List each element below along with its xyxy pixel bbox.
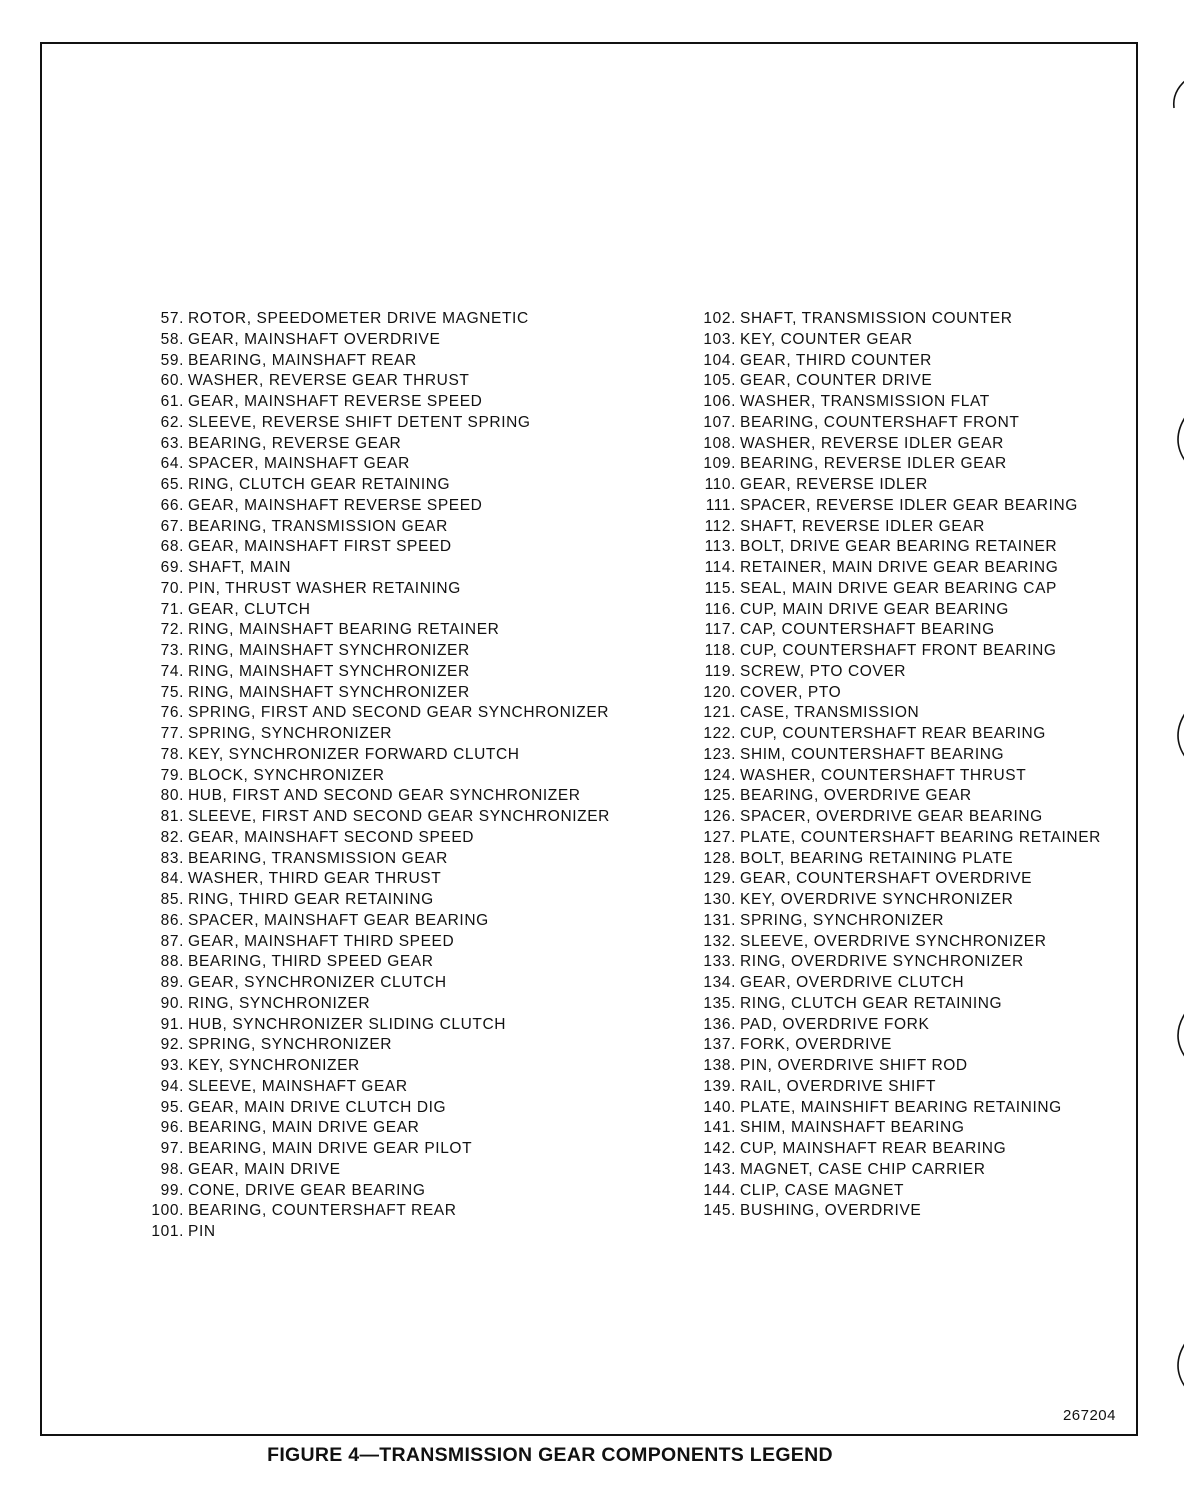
legend-item xyxy=(138,724,610,745)
legend-item-number: 62. xyxy=(160,413,184,431)
legend-item xyxy=(138,973,610,994)
legend-item-label: BEARING, TRANSMISSION GEAR xyxy=(188,849,448,867)
legend-item-number: 88. xyxy=(160,953,184,971)
legend-item-label: RING, CLUTCH GEAR RETAINING xyxy=(188,476,451,493)
legend-item xyxy=(690,454,1101,475)
legend-item-label: KEY, COUNTER GEAR xyxy=(740,330,913,348)
legend-item-number: 75. xyxy=(160,683,184,701)
legend-item xyxy=(138,828,610,849)
legend-item xyxy=(690,932,1101,953)
legend-item xyxy=(690,496,1101,517)
legend-item xyxy=(690,890,1101,911)
legend-item-label: GEAR, COUNTERSHAFT OVERDRIVE xyxy=(740,870,1033,888)
legend-item xyxy=(690,1098,1101,1119)
legend-item xyxy=(690,1035,1101,1056)
legend-item-number: 97. xyxy=(160,1140,184,1157)
legend-item-label: SHAFT, TRANSMISSION COUNTER xyxy=(740,310,1013,327)
legend-item-label: WASHER, TRANSMISSION FLAT xyxy=(740,393,990,410)
legend-item-label: BEARING, TRANSMISSION GEAR xyxy=(188,517,448,535)
legend-item xyxy=(690,786,1101,807)
legend-item-number: 59. xyxy=(160,351,184,369)
legend-item-label: GEAR, CLUTCH xyxy=(188,600,311,618)
legend-item-number: 132. xyxy=(703,932,736,950)
legend-item-label: SEAL, MAIN DRIVE GEAR BEARING CAP xyxy=(740,579,1057,597)
legend-item-number: 81. xyxy=(160,808,184,825)
legend-item-label: SLEEVE, FIRST AND SECOND GEAR SYNCHRONIZER xyxy=(188,808,610,825)
legend-item-number: 144. xyxy=(703,1181,736,1199)
legend-item xyxy=(690,828,1101,849)
legend-item xyxy=(690,434,1101,455)
legend-item xyxy=(138,1056,610,1077)
legend-item xyxy=(690,641,1101,662)
binder-hole-mark xyxy=(1168,708,1184,766)
legend-item-label: RING, MAINSHAFT SYNCHRONIZER xyxy=(188,662,470,680)
legend-item-label: GEAR, SYNCHRONIZER CLUTCH xyxy=(188,974,447,991)
legend-item xyxy=(138,475,610,496)
legend-item xyxy=(690,849,1101,870)
legend-item-number: 107. xyxy=(703,413,736,431)
legend-item-number: 82. xyxy=(160,828,184,846)
legend-item-label: GEAR, MAINSHAFT THIRD SPEED xyxy=(188,932,455,950)
legend-item xyxy=(690,869,1101,890)
legend-item xyxy=(690,911,1101,932)
legend-item xyxy=(138,454,610,475)
legend-item-label: CONE, DRIVE GEAR BEARING xyxy=(188,1181,426,1199)
legend-item-number: 83. xyxy=(160,849,184,867)
legend-item-number: 77. xyxy=(160,725,184,742)
legend-item-number: 113. xyxy=(704,538,736,556)
legend-item xyxy=(138,869,610,890)
legend-item xyxy=(138,1035,610,1056)
legend-item xyxy=(138,911,610,932)
legend-item xyxy=(138,1222,610,1243)
legend-item-number: 119. xyxy=(704,662,736,680)
legend-item-label: SPRING, SYNCHRONIZER xyxy=(188,725,393,742)
legend-item xyxy=(690,1077,1101,1098)
legend-item-label: BEARING, MAIN DRIVE GEAR xyxy=(188,1119,420,1137)
legend-item-number: 57. xyxy=(160,310,184,327)
legend-item-label: PIN, THRUST WASHER RETAINING xyxy=(188,579,461,597)
legend-item xyxy=(138,579,610,600)
legend-item xyxy=(690,517,1101,538)
legend-item-label: BEARING, REVERSE GEAR xyxy=(188,434,402,452)
legend-item-label: RING, OVERDRIVE SYNCHRONIZER xyxy=(740,953,1024,971)
legend-item xyxy=(690,703,1101,724)
legend-item-label: SPRING, SYNCHRONIZER xyxy=(188,1036,393,1054)
legend-item-label: BEARING, COUNTERSHAFT REAR xyxy=(188,1202,457,1220)
legend-item xyxy=(690,413,1101,434)
legend-item xyxy=(690,745,1101,766)
legend-item-number: 70. xyxy=(160,579,184,597)
legend-item-label: CUP, COUNTERSHAFT REAR BEARING xyxy=(740,725,1046,742)
legend-item-number: 89. xyxy=(160,974,184,991)
legend-item xyxy=(690,1015,1101,1036)
legend-item xyxy=(138,1077,610,1098)
legend-item-number: 58. xyxy=(160,330,184,348)
legend-item xyxy=(138,849,610,870)
legend-item xyxy=(138,558,610,579)
legend-item-label: WASHER, REVERSE GEAR THRUST xyxy=(188,372,470,390)
legend-item-label: CLIP, CASE MAGNET xyxy=(740,1181,905,1199)
legend-item xyxy=(138,1181,610,1202)
legend-item-number: 87. xyxy=(160,932,184,950)
legend-item-label: CASE, TRANSMISSION xyxy=(740,704,920,722)
legend-item-number: 105. xyxy=(703,372,736,390)
legend-item-number: 111. xyxy=(705,496,736,514)
legend-item-number: 84. xyxy=(160,870,184,888)
legend-item xyxy=(690,309,1101,330)
legend-item-label: CUP, COUNTERSHAFT FRONT BEARING xyxy=(740,642,1057,659)
legend-item-label: CAP, COUNTERSHAFT BEARING xyxy=(740,621,995,639)
binder-hole-mark xyxy=(1168,1008,1184,1066)
legend-item-label: SPACER, MAINSHAFT GEAR xyxy=(188,455,410,473)
legend-item-label: GEAR, MAINSHAFT FIRST SPEED xyxy=(188,538,452,556)
legend-item-number: 133. xyxy=(703,953,736,971)
legend-item xyxy=(138,890,610,911)
legend-item-label: GEAR, REVERSE IDLER xyxy=(740,476,928,493)
figure-caption: FIGURE 4—TRANSMISSION GEAR COMPONENTS LEGEND xyxy=(267,1444,833,1466)
legend-item xyxy=(138,766,610,787)
legend-item-label: SPACER, MAINSHAFT GEAR BEARING xyxy=(188,911,489,929)
legend-item-label: SLEEVE, REVERSE SHIFT DETENT SPRING xyxy=(188,413,531,431)
legend-item-label: HUB, FIRST AND SECOND GEAR SYNCHRONIZER xyxy=(188,787,581,805)
legend-item-label: SHAFT, MAIN xyxy=(188,559,292,576)
legend-item-label: ROTOR, SPEEDOMETER DRIVE MAGNETIC xyxy=(188,310,529,327)
legend-item-label: SPACER, REVERSE IDLER GEAR BEARING xyxy=(740,496,1078,514)
legend-item-number: 114. xyxy=(704,559,736,576)
legend-item-label: KEY, OVERDRIVE SYNCHRONIZER xyxy=(740,891,1014,908)
legend-item-label: BLOCK, SYNCHRONIZER xyxy=(188,766,385,784)
legend-item-label: GEAR, MAINSHAFT REVERSE SPEED xyxy=(188,393,483,410)
legend-item-number: 120. xyxy=(703,683,736,701)
legend-item-number: 78. xyxy=(160,745,184,763)
legend-item-number: 128. xyxy=(703,849,736,867)
legend-item-label: CUP, MAINSHAFT REAR BEARING xyxy=(740,1140,1007,1157)
legend-item-label: GEAR, MAIN DRIVE CLUTCH DIG xyxy=(188,1098,447,1116)
legend-item-label: KEY, SYNCHRONIZER xyxy=(188,1057,360,1074)
legend-item xyxy=(138,1015,610,1036)
legend-item xyxy=(690,1160,1101,1181)
legend-item xyxy=(138,537,610,558)
legend-item-number: 115. xyxy=(704,579,736,597)
legend-item xyxy=(690,620,1101,641)
legend-item-label: GEAR, OVERDRIVE CLUTCH xyxy=(740,974,965,991)
legend-item-number: 145. xyxy=(703,1202,736,1220)
legend-item-label: SPRING, SYNCHRONIZER xyxy=(740,911,945,929)
figure-frame xyxy=(40,42,1138,1436)
legend-item xyxy=(690,579,1101,600)
legend-item-number: 100. xyxy=(151,1202,184,1220)
legend-item-label: SCREW, PTO COVER xyxy=(740,662,907,680)
legend-item-number: 61. xyxy=(160,393,184,410)
legend-item-number: 137. xyxy=(703,1036,736,1054)
legend-item-label: WASHER, REVERSE IDLER GEAR xyxy=(740,434,1004,452)
legend-item-number: 135. xyxy=(703,994,736,1012)
legend-item xyxy=(690,952,1101,973)
legend-item-label: MAGNET, CASE CHIP CARRIER xyxy=(740,1160,986,1178)
legend-column-left xyxy=(138,309,610,1243)
legend-item xyxy=(690,371,1101,392)
legend-item-label: SHAFT, REVERSE IDLER GEAR xyxy=(740,517,985,535)
legend-item-number: 125. xyxy=(703,787,736,805)
legend-item-number: 60. xyxy=(160,372,184,390)
legend-item-label: PIN xyxy=(188,1223,216,1240)
legend-item xyxy=(138,1139,610,1160)
legend-item xyxy=(138,1160,610,1181)
legend-item-number: 108. xyxy=(703,434,736,452)
legend-item-label: RING, MAINSHAFT SYNCHRONIZER xyxy=(188,642,470,659)
legend-item xyxy=(690,330,1101,351)
legend-item-number: 140. xyxy=(703,1098,736,1116)
legend-item-label: GEAR, THIRD COUNTER xyxy=(740,351,932,369)
legend-item xyxy=(690,1181,1101,1202)
legend-item-label: FORK, OVERDRIVE xyxy=(740,1036,892,1054)
legend-item xyxy=(138,1098,610,1119)
legend-item-number: 92. xyxy=(160,1036,184,1054)
legend-item-number: 102. xyxy=(703,310,736,327)
legend-item-label: SPRING, FIRST AND SECOND GEAR SYNCHRONIZER xyxy=(188,704,610,722)
legend-item-label: GEAR, MAINSHAFT OVERDRIVE xyxy=(188,330,441,348)
legend-item xyxy=(138,1201,610,1222)
legend-item xyxy=(690,600,1101,621)
legend-column-right xyxy=(690,309,1101,1222)
legend-item-label: BEARING, MAINSHAFT REAR xyxy=(188,351,417,369)
legend-item-label: CUP, MAIN DRIVE GEAR BEARING xyxy=(740,600,1009,618)
legend-item-number: 96. xyxy=(160,1119,184,1137)
legend-item-label: BEARING, REVERSE IDLER GEAR xyxy=(740,455,1007,473)
legend-item-number: 80. xyxy=(160,787,184,805)
legend-item-number: 93. xyxy=(160,1057,184,1074)
legend-item xyxy=(690,1056,1101,1077)
legend-item-label: PAD, OVERDRIVE FORK xyxy=(740,1015,930,1033)
legend-item xyxy=(690,351,1101,372)
legend-item-number: 123. xyxy=(703,745,736,763)
legend-item-number: 130. xyxy=(703,891,736,908)
legend-item xyxy=(690,724,1101,745)
figure-id: 267204 xyxy=(1062,1407,1116,1424)
legend-item-label: KEY, SYNCHRONIZER FORWARD CLUTCH xyxy=(188,745,520,763)
legend-item xyxy=(690,807,1101,828)
legend-item-label: BEARING, MAIN DRIVE GEAR PILOT xyxy=(188,1140,473,1157)
legend-item xyxy=(690,475,1101,496)
legend-item-number: 127. xyxy=(703,828,736,846)
legend-item-number: 104. xyxy=(703,351,736,369)
legend-item-number: 118. xyxy=(704,642,736,659)
legend-item-number: 76. xyxy=(160,704,184,722)
legend-item-label: BUSHING, OVERDRIVE xyxy=(740,1202,922,1220)
legend-item-label: PLATE, MAINSHIFT BEARING RETAINING xyxy=(740,1098,1062,1116)
legend-item-label: SLEEVE, OVERDRIVE SYNCHRONIZER xyxy=(740,932,1047,950)
legend-item-label: PLATE, COUNTERSHAFT BEARING RETAINER xyxy=(740,828,1101,846)
legend-item-number: 141. xyxy=(703,1119,736,1137)
legend-item-number: 103. xyxy=(703,330,736,348)
legend-item-label: BEARING, COUNTERSHAFT FRONT xyxy=(740,413,1020,431)
legend-item xyxy=(138,392,610,413)
legend-item-label: HUB, SYNCHRONIZER SLIDING CLUTCH xyxy=(188,1015,507,1033)
legend-item-label: WASHER, COUNTERSHAFT THRUST xyxy=(740,766,1027,784)
legend-item-number: 95. xyxy=(160,1098,184,1116)
legend-item xyxy=(690,683,1101,704)
legend-item xyxy=(138,703,610,724)
legend-item-number: 85. xyxy=(160,891,184,908)
legend-item-number: 90. xyxy=(160,994,184,1012)
legend-item xyxy=(138,309,610,330)
legend-item-label: SHIM, COUNTERSHAFT BEARING xyxy=(740,745,1005,763)
legend-item-number: 117. xyxy=(704,621,736,639)
legend-item-label: RING, CLUTCH GEAR RETAINING xyxy=(740,994,1003,1012)
legend-item xyxy=(690,766,1101,787)
legend-item-label: SLEEVE, MAINSHAFT GEAR xyxy=(188,1077,408,1095)
legend-item xyxy=(138,807,610,828)
legend-item xyxy=(690,392,1101,413)
legend-item-number: 109. xyxy=(703,455,736,473)
legend-item-number: 91. xyxy=(160,1015,184,1033)
legend-item-number: 73. xyxy=(160,642,184,659)
legend-item-label: PIN, OVERDRIVE SHIFT ROD xyxy=(740,1057,968,1074)
legend-item-number: 112. xyxy=(704,517,736,535)
legend-item-label: BEARING, OVERDRIVE GEAR xyxy=(740,787,972,805)
legend-item xyxy=(138,600,610,621)
legend-item-number: 86. xyxy=(160,911,184,929)
legend-item-number: 106. xyxy=(703,393,736,410)
legend-item-label: GEAR, MAIN DRIVE xyxy=(188,1160,341,1178)
legend-item-number: 79. xyxy=(160,766,184,784)
legend-item-number: 110. xyxy=(704,476,736,493)
legend-item-number: 65. xyxy=(160,476,184,493)
legend-item-number: 134. xyxy=(703,974,736,991)
legend-item-number: 129. xyxy=(703,870,736,888)
legend-item-number: 116. xyxy=(704,600,736,618)
binder-hole-mark xyxy=(1168,78,1184,136)
legend-item xyxy=(138,620,610,641)
legend-item-number: 101. xyxy=(151,1223,184,1240)
legend-item-number: 64. xyxy=(160,455,184,473)
legend-item-label: GEAR, MAINSHAFT SECOND SPEED xyxy=(188,828,475,846)
legend-item xyxy=(138,683,610,704)
legend-item xyxy=(138,517,610,538)
legend-item-number: 139. xyxy=(703,1077,736,1095)
binder-hole-mark xyxy=(1168,1338,1184,1396)
legend-item xyxy=(690,537,1101,558)
legend-item xyxy=(138,330,610,351)
legend-item-number: 143. xyxy=(703,1160,736,1178)
legend-item xyxy=(138,351,610,372)
legend-item-number: 136. xyxy=(703,1015,736,1033)
legend-item xyxy=(690,1139,1101,1160)
legend-item-number: 122. xyxy=(703,725,736,742)
legend-item-label: SPACER, OVERDRIVE GEAR BEARING xyxy=(740,808,1043,825)
legend-item-number: 142. xyxy=(703,1140,736,1157)
legend-item-label: WASHER, THIRD GEAR THRUST xyxy=(188,870,442,888)
legend-item-label: RETAINER, MAIN DRIVE GEAR BEARING xyxy=(740,559,1059,576)
legend-item-number: 126. xyxy=(703,808,736,825)
legend-item-number: 74. xyxy=(160,662,184,680)
legend-item-number: 98. xyxy=(160,1160,184,1178)
legend-item-number: 124. xyxy=(703,766,736,784)
legend-item xyxy=(690,1118,1101,1139)
legend-item xyxy=(138,1118,610,1139)
legend-item-label: GEAR, MAINSHAFT REVERSE SPEED xyxy=(188,496,483,514)
legend-item-number: 94. xyxy=(160,1077,184,1095)
legend-item-number: 63. xyxy=(160,434,184,452)
legend-item-label: RING, THIRD GEAR RETAINING xyxy=(188,891,434,908)
legend-item xyxy=(690,662,1101,683)
legend-item-label: BOLT, BEARING RETAINING PLATE xyxy=(740,849,1014,867)
legend-item-number: 121. xyxy=(703,704,736,722)
legend-item-number: 138. xyxy=(703,1057,736,1074)
legend-item-label: COVER, PTO xyxy=(740,683,842,701)
legend-item-label: GEAR, COUNTER DRIVE xyxy=(740,372,933,390)
legend-item xyxy=(138,952,610,973)
legend-item-number: 68. xyxy=(160,538,184,556)
legend-item-number: 66. xyxy=(160,496,184,514)
legend-item xyxy=(138,662,610,683)
legend-item-number: 71. xyxy=(160,600,184,618)
legend-item xyxy=(138,413,610,434)
legend-item-label: BEARING, THIRD SPEED GEAR xyxy=(188,953,434,971)
legend-item xyxy=(690,973,1101,994)
legend-item-label: SHIM, MAINSHAFT BEARING xyxy=(740,1119,965,1137)
legend-item xyxy=(690,1201,1101,1222)
binder-hole-mark xyxy=(1168,412,1184,470)
legend-item-number: 72. xyxy=(160,621,184,639)
legend-item-number: 99. xyxy=(160,1181,184,1199)
legend-item xyxy=(690,994,1101,1015)
legend-item-label: RING, SYNCHRONIZER xyxy=(188,994,371,1012)
legend-item xyxy=(138,434,610,455)
legend-item-number: 67. xyxy=(160,517,184,535)
legend-item xyxy=(138,994,610,1015)
legend-item-label: RING, MAINSHAFT SYNCHRONIZER xyxy=(188,683,470,701)
legend-item-label: RING, MAINSHAFT BEARING RETAINER xyxy=(188,621,500,639)
legend-item xyxy=(138,745,610,766)
legend-item-number: 69. xyxy=(160,559,184,576)
legend-item xyxy=(138,371,610,392)
legend-item xyxy=(138,496,610,517)
legend-item-label: BOLT, DRIVE GEAR BEARING RETAINER xyxy=(740,538,1058,556)
legend-item xyxy=(690,558,1101,579)
legend-item xyxy=(138,641,610,662)
legend-item-number: 131. xyxy=(703,911,736,929)
legend-item-label: RAIL, OVERDRIVE SHIFT xyxy=(740,1077,937,1095)
legend-item xyxy=(138,932,610,953)
legend-item xyxy=(138,786,610,807)
